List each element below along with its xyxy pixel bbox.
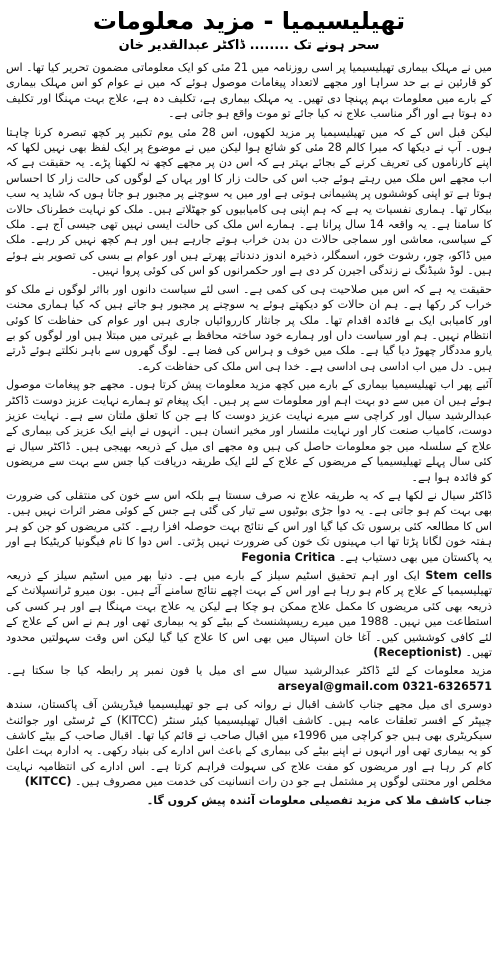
- article-body: [6, 60, 492, 808]
- paragraph: [6, 568, 492, 660]
- final-line: جناب کاشف ملا کی مزید تفصیلی معلومات آئندہ پیش کروں گا۔: [146, 793, 492, 807]
- email-address: arseyal@gmail.com: [277, 679, 399, 693]
- contact-text: مزید معلومات کے لئے ڈاکٹر عبدالرشید سیال سے ای میل یا فون نمبر پر رابطہ کیا جا سکتا ہے۔: [6, 664, 492, 678]
- kitcc-code: (KITCC): [24, 775, 72, 789]
- stem-cells-term: Stem cells: [425, 569, 492, 582]
- paragraph-text: ڈاکٹر سیال نے لکھا ہے کہ یہ طریقہ علاج نہ صرف سستا ہے بلکہ اس سے خون کی منتقلی کی ضرورت بھی بہت کم ہو جاتی ہے۔ یہ دوا جڑی بوٹیوں سے تیار کی گئی ہے جس کے کوئی مضر اثرات نہیں ہیں۔ اس کا مطالعہ کئی برسوں تک کیا گیا اور اس کے نتائج بہت حوصلہ افزا رہے۔ کئی مریضوں کو جن کو ہر ہفتہ خون لگانا پڑتا تھا اب مہینوں تک خون کی ضرورت نہیں پڑتی۔ اس دوا کا نام فیگونیا کریٹیکا ہے اور یہ پاکستان میں بھی دستیاب ہے۔: [6, 488, 492, 564]
- drug-name: Fegonia Critica: [241, 550, 336, 564]
- paragraph: لیکن قبل اس کے کہ میں تھیلیسیمیا پر مزید لکھوں، اس 28 مئی یوم تکبیر پر کچھ تبصرہ کرنا چاہتا ہوں۔ آپ نے دیکھا کہ میرا کالم 28 مئی کو شائع ہوا لیکن میں نے موضوع پر ایک لفظ بھی نہیں لکھا کہ اپنے کارناموں کی تعریف کرنے کے بجائے بہتر ہے کہ اس دن پر مجھے کچھ نہ لکھنا پڑے۔ یہ حقیقت ہے کہ اب مجھے اس ملک میں رہتے ہوئے جب اس کی حالت زار کا اور یہاں کے لوگوں کی حالت زار کا احساس ہوتا ہے تو اپنی کوششوں پر پشیمانی ہوتی ہے اور میں یہ سوچنے پر مجبور ہو جاتا ہوں کہ شاید یہ سب بیکار تھا۔ ہماری نفسیات یہ ہے کہ ہم اپنی ہی کامیابیوں کو جھٹلاتے ہیں۔ ملک کو نہایت خطرناک حالات کا سامنا ہے۔ یہ واقعہ 14 سال پرانا ہے۔ ہمارے اس ملک کی حالت ایسی نہیں تھی جیسی آج ہے۔ ملک کے سیاسی، معاشی اور سماجی حالات دن بدن خراب ہوتے جارہے ہیں اور ہم کچھ نہیں کر رہے۔ ملک میں ڈاکو، چور، رشوت خور، اسمگلر، ذخیرہ اندوز دندناتے پھرتے ہیں اور عوام بے بسی کی تصویر بنے ہوئے ہیں۔ لوڈ شیڈنگ نے زندگی اجیرن کر دی ہے اور حکمرانوں کو اس کی کوئی پروا نہیں۔: [6, 125, 493, 278]
- paragraph: حقیقت یہ ہے کہ اس میں صلاحیت ہی کی کمی ہے۔ اسی لئے سیاست دانوں اور بااثر لوگوں نے ملک کو خراب کر رکھا ہے۔ ہم ان حالات کو دیکھتے ہوئے یہ سوچنے پر مجبور ہو جاتے ہیں کہ کیا ہماری محنت اور کامیابی ایک بے فائدہ اقدام تھا۔ ملک پر جانثار کارروائیاں جاری ہیں اور عوام کی حفاظت کا کوئی انتظام نہیں۔ ہم اور سیاست داں اور ہمارے خود ساختہ محافظ بے غیرتی میں مبتلا ہیں اور لوگوں کو بے یارو مددگار چھوڑ دیا گیا ہے۔ ملک میں خوف و ہراس کی فضا ہے۔ لوگ گھروں سے باہر نکلتے ہوئے ڈرتے ہیں۔ دل میں اب اداسی ہی اداسی ہے۔ خدا ہی اس ملک کی حفاظت کرے۔: [6, 282, 492, 373]
- byline: سحر ہونے تک ........ ڈاکٹر عبدالقدیر خان: [118, 38, 380, 53]
- page-title: تھیلیسیمیا - مزید معلومات: [92, 7, 406, 35]
- paragraph-text: دوسری ای میل مجھے جناب کاشف اقبال نے روانہ کی ہے جو تھیلیسیمیا فیڈریشن آف پاکستان، سندھ چیپٹر کے افسر تعلقات عامہ ہیں۔ کاشف اقبال تھیلیسیمیا کیئر سنٹر (KITCC) کے ٹرسٹی اور جوائنٹ سیکریٹری بھی ہیں جو کراچی میں 1996ء میں اقبال صاحب نے قائم کیا تھا۔ اقبال صاحب کے بیٹے کاشف کو یہ بیماری تھی اور انہوں نے اپنے بیٹے کی بیماری کے باعث اس ادارے کی بنیاد رکھی۔ یہ ادارہ بہت اعلیٰ کام کر رہا ہے اور مریضوں کو مفت علاج کی سہولت فراہم کرتا ہے۔ اس ادارے کی انتظامیہ نہایت مخلص اور محنتی لوگوں پر مشتمل ہے جو دن رات انسانیت کی خدمت میں مصروف ہیں۔: [6, 698, 492, 789]
- receptionist-term: (Receptionist): [373, 646, 462, 660]
- paragraph-text: ایک اور اہم تحقیق اسٹیم سیلز کے بارے میں ہے۔ دنیا بھر میں اسٹیم سیلز کے ذریعہ تھیلیسیمیا کے علاج پر کام ہو رہا ہے اور اس کے بہت اچھے نتائج سامنے آئے ہیں۔ بون میرو ٹرانسپلانٹ کے ذریعہ بھی کئی مریضوں کا مکمل علاج ممکن ہو چکا ہے لیکن یہ علاج بہت مہنگا ہے اور ہر کسی کی استطاعت میں نہیں۔ 1988 میں میرے ریسپشنسٹ کے بیٹے کو یہ بیماری تھی اور ہم نے اس کے علاج کے لئے کافی کوششیں کیں۔ آغا خان اسپتال میں بھی اس کا علاج کیا گیا لیکن اس وقت سہولتیں محدود تھیں۔: [6, 569, 492, 660]
- contact-paragraph: [6, 663, 492, 694]
- paragraph: آئیے پھر اب تھیلیسیمیا بیماری کے بارے میں کچھ مزید معلومات پیش کرتا ہوں۔ مجھے جو پیغامات موصول ہوئے ہیں ان میں سے دو بہت اہم اور معلومات سے پر ہیں۔ ایک پیغام تو ہمارے نہایت عزیز دوست ڈاکٹر عبدالرشید سیال اور کراچی سے میرے نہایت عزیز دوست کا ہے جن کا تعلق ملتان سے ہے۔ نہایت عزیز دوست، کامیاب صنعت کار اور نہایت ملنسار اور مخیر انسان ہیں۔ انہوں نے اپنے ایک عزیز کی بیماری کے علاج کے سلسلہ میں جو معلومات حاصل کی ہیں وہ مجھے ای میل کے ذریعہ بھیجی ہیں۔ ڈاکٹر سیال نے کئی سال پہلے تھیلیسیمیا کے مریضوں کے علاج کے لئے ایک طریقہ دریافت کیا جس سے بہت سے مریضوں کو فائدہ ہوا ہے۔: [6, 378, 492, 484]
- phone-number: 0321-6326571: [402, 679, 492, 693]
- paragraph: [6, 697, 492, 789]
- paragraph: [6, 488, 492, 565]
- paragraph: میں نے مہلک بیماری تھیلیسیمیا پر اسی روزنامہ میں 21 مئی کو ایک معلوماتی مضمون تحریر کیا تھا۔ اس کو قارئین نے بے حد سراہا اور مجھے لاتعداد پیغامات موصول ہوئے کہ میں نے عوام کو اس مہلک بیماری کے بارے میں معلومات بہم پہنچا دی تھیں۔ یہ مہلک بیماری ہے، تکلیف دہ ہے، علاج بہت مہنگا اور تکلیف دہ ہوتا ہے اور اگر مناسب علاج نہ کیا جائے تو موت واقع ہو جاتی ہے۔: [6, 61, 492, 121]
